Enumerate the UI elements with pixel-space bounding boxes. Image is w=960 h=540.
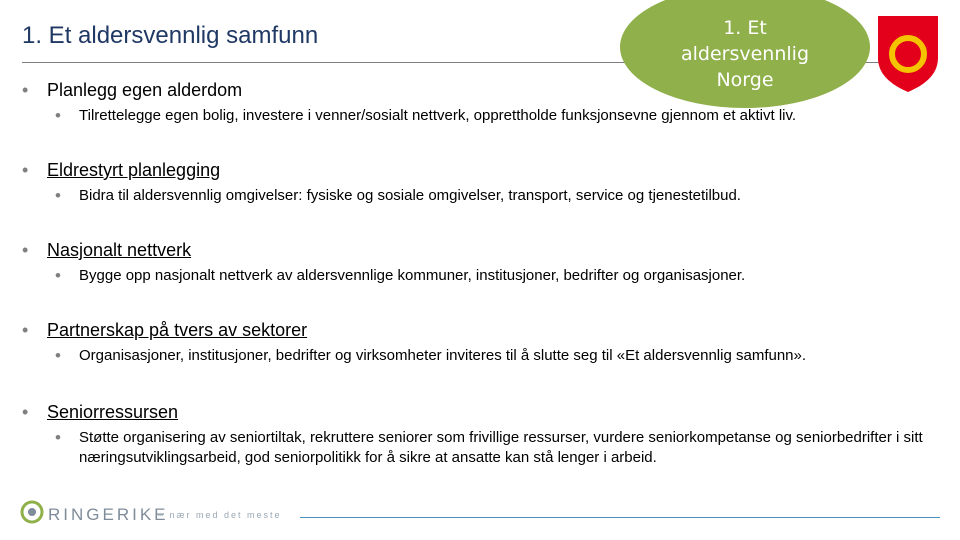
slide-title: 1. Et aldersvennlig samfunn xyxy=(22,22,319,49)
bullet-detail: • Bidra til aldersvennlig omgivelser: fysiske og sosiale omgivelser, transport, service og tjenestetilbud. xyxy=(55,186,947,206)
bullet-detail: • Bygge opp nasjonalt nettverk av aldersvennlige kommuner, institusjoner, bedrifter og organisasjoner. xyxy=(55,266,947,286)
bullet-detail: • Organisasjoner, institusjoner, bedrifter og virksomheter inviteres til å slutte seg til «Et aldersvennlig samfunn». xyxy=(55,346,947,366)
list-item xyxy=(22,238,947,286)
ringerike-logo-icon xyxy=(20,500,44,524)
footer-divider xyxy=(300,517,940,518)
footer-tagline: – nær med det meste xyxy=(158,510,282,520)
bullet-list xyxy=(22,78,947,468)
bullet-heading: • Nasjonalt nettverk xyxy=(22,238,947,262)
list-item xyxy=(22,78,947,126)
bullet-detail: • Støtte organisering av seniortiltak, rekruttere seniorer som frivillige ressurser, vurdere seniorkompetanse og seniorbedrifter i sitt næringsutviklingsarbeid, god seniorpolitikk for å sikre at ansatte kan stå lenger i arbeid. xyxy=(55,428,947,468)
bullet-heading: • Eldrestyrt planlegging xyxy=(22,158,947,182)
badge-text: 1. Et aldersvennlig Norge xyxy=(680,17,810,91)
bullet-detail: • Tilrettelegge egen bolig, investere i venner/sosialt nettverk, opprettholde funksjonsevne gjennom et aktivt liv. xyxy=(55,106,947,126)
bullet-heading: • Partnerskap på tvers av sektorer xyxy=(22,318,947,342)
bullet-heading: • Seniorressursen xyxy=(22,400,947,424)
bullet-heading: • Planlegg egen alderdom xyxy=(22,78,947,102)
list-item xyxy=(22,318,947,366)
footer-brand: RINGERIKE xyxy=(48,505,169,524)
list-item xyxy=(22,400,947,468)
list-item xyxy=(22,158,947,206)
